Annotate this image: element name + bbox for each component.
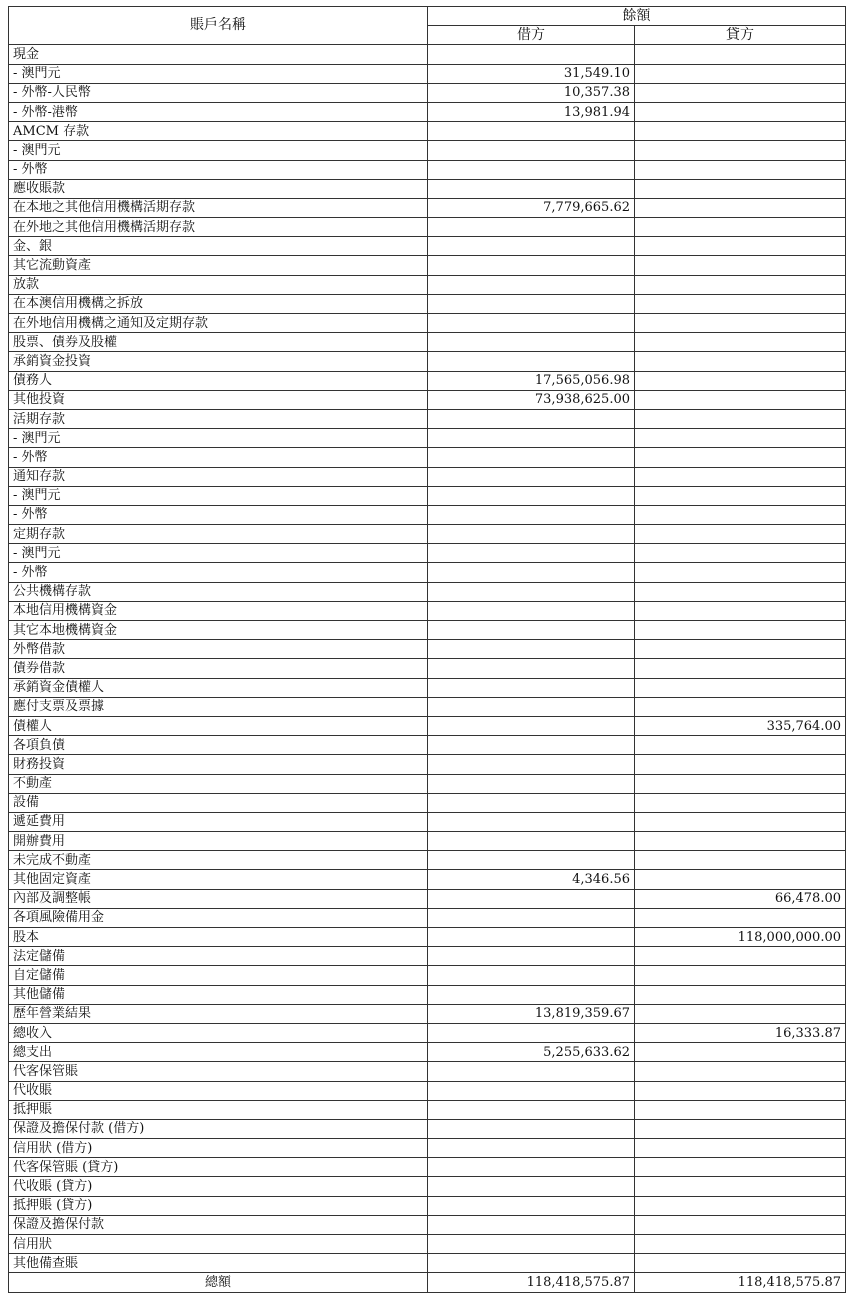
account-name-cell: - 外幣 [9, 563, 428, 582]
debit-cell [428, 1100, 635, 1119]
credit-cell [635, 678, 846, 697]
account-name-cell: 承銷資金債權人 [9, 678, 428, 697]
table-row [9, 314, 846, 333]
credit-cell [635, 486, 846, 505]
credit-cell [635, 237, 846, 256]
account-name-cell: - 外幣-人民幣 [9, 83, 428, 102]
credit-cell [635, 832, 846, 851]
table-row [9, 889, 846, 908]
table-row [9, 122, 846, 141]
table-row [9, 870, 846, 889]
account-name-cell: - 外幣-港幣 [9, 102, 428, 121]
account-name-cell: 承銷資金投資 [9, 352, 428, 371]
table-row [9, 198, 846, 217]
account-name-cell: 活期存款 [9, 409, 428, 428]
account-name-cell: - 澳門元 [9, 486, 428, 505]
table-row [9, 237, 846, 256]
debit-cell [428, 525, 635, 544]
credit-cell [635, 83, 846, 102]
table-row [9, 563, 846, 582]
account-name-cell: 定期存款 [9, 525, 428, 544]
table-row [9, 486, 846, 505]
debit-cell [428, 1062, 635, 1081]
table-row [9, 774, 846, 793]
debit-cell [428, 985, 635, 1004]
credit-cell [635, 947, 846, 966]
credit-header: 貸方 [635, 26, 846, 45]
account-name-cell: - 澳門元 [9, 141, 428, 160]
table-row [9, 179, 846, 198]
table-row [9, 928, 846, 947]
table-row [9, 294, 846, 313]
debit-cell [428, 352, 635, 371]
credit-cell [635, 525, 846, 544]
table-row [9, 640, 846, 659]
debit-cell [428, 141, 635, 160]
debit-cell [428, 333, 635, 352]
credit-cell [635, 563, 846, 582]
account-name-cell: 不動產 [9, 774, 428, 793]
debit-cell [428, 966, 635, 985]
account-name-cell: 未完成不動產 [9, 851, 428, 870]
account-name-cell: 代客保管賬 (貸方) [9, 1158, 428, 1177]
debit-cell: 7,779,665.62 [428, 198, 635, 217]
table-row [9, 947, 846, 966]
table-row [9, 1196, 846, 1215]
table-header [9, 7, 846, 45]
account-name-cell: 各項風險備用金 [9, 908, 428, 927]
account-name-cell: AMCM 存款 [9, 122, 428, 141]
credit-cell [635, 1254, 846, 1273]
table-body [9, 45, 846, 1273]
table-row [9, 1100, 846, 1119]
debit-cell [428, 832, 635, 851]
account-name-cell: - 澳門元 [9, 64, 428, 83]
debit-cell [428, 45, 635, 64]
account-name-cell: 抵押賬 [9, 1100, 428, 1119]
credit-cell [635, 774, 846, 793]
table-row [9, 218, 846, 237]
debit-cell [428, 409, 635, 428]
table-row [9, 1235, 846, 1254]
table-row [9, 429, 846, 448]
credit-cell: 118,000,000.00 [635, 928, 846, 947]
debit-cell: 5,255,633.62 [428, 1043, 635, 1062]
table-row [9, 736, 846, 755]
table-row [9, 1043, 846, 1062]
debit-cell [428, 659, 635, 678]
debit-cell [428, 582, 635, 601]
credit-cell [635, 793, 846, 812]
account-name-cell: 設備 [9, 793, 428, 812]
table-row [9, 985, 846, 1004]
credit-cell: 16,333.87 [635, 1023, 846, 1042]
account-name-cell: 開辦費用 [9, 832, 428, 851]
credit-cell [635, 697, 846, 716]
table-row [9, 467, 846, 486]
table-row [9, 256, 846, 275]
table-row [9, 793, 846, 812]
account-name-cell: 在本地之其他信用機構活期存款 [9, 198, 428, 217]
credit-cell [635, 1235, 846, 1254]
debit-cell [428, 678, 635, 697]
table-row [9, 333, 846, 352]
table-row [9, 621, 846, 640]
credit-cell [635, 582, 846, 601]
credit-cell [635, 1177, 846, 1196]
table-row [9, 659, 846, 678]
table-row [9, 1215, 846, 1234]
credit-cell [635, 160, 846, 179]
debit-cell [428, 505, 635, 524]
account-name-cell: 公共機構存款 [9, 582, 428, 601]
debit-cell [428, 294, 635, 313]
debit-cell [428, 1215, 635, 1234]
account-name-cell: 其它流動資產 [9, 256, 428, 275]
debit-cell [428, 716, 635, 735]
credit-cell [635, 275, 846, 294]
table-row [9, 582, 846, 601]
table-row [9, 716, 846, 735]
table-row [9, 1254, 846, 1273]
debit-cell: 13,819,359.67 [428, 1004, 635, 1023]
credit-cell [635, 1043, 846, 1062]
table-row [9, 851, 846, 870]
table-row [9, 601, 846, 620]
credit-cell [635, 429, 846, 448]
account-name-cell: 各項負債 [9, 736, 428, 755]
account-name-cell: 在外地之其他信用機構活期存款 [9, 218, 428, 237]
account-name-cell: - 外幣 [9, 160, 428, 179]
debit-cell: 17,565,056.98 [428, 371, 635, 390]
account-name-cell: 放款 [9, 275, 428, 294]
total-label: 總額 [9, 1273, 428, 1292]
credit-cell [635, 294, 846, 313]
credit-cell [635, 1081, 846, 1100]
account-name-cell: 本地信用機構資金 [9, 601, 428, 620]
debit-cell [428, 793, 635, 812]
debit-cell [428, 1196, 635, 1215]
account-name-cell: - 外幣 [9, 505, 428, 524]
account-name-cell: 其它本地機構資金 [9, 621, 428, 640]
debit-cell [428, 218, 635, 237]
debit-cell [428, 237, 635, 256]
debit-cell [428, 1139, 635, 1158]
debit-cell [428, 1081, 635, 1100]
credit-cell [635, 736, 846, 755]
credit-cell [635, 333, 846, 352]
account-name-cell: 在本澳信用機構之拆放 [9, 294, 428, 313]
table-row [9, 390, 846, 409]
account-name-header: 賬戶名稱 [9, 7, 428, 45]
table-row [9, 371, 846, 390]
debit-cell [428, 179, 635, 198]
table-row [9, 1119, 846, 1138]
account-name-cell: 債券借款 [9, 659, 428, 678]
debit-cell: 31,549.10 [428, 64, 635, 83]
credit-cell [635, 621, 846, 640]
account-name-cell: 應收賬款 [9, 179, 428, 198]
credit-cell [635, 218, 846, 237]
total-row [9, 1273, 846, 1292]
account-name-cell: 抵押賬 (貸方) [9, 1196, 428, 1215]
debit-cell [428, 314, 635, 333]
account-name-cell: 應付支票及票據 [9, 697, 428, 716]
debit-cell [428, 640, 635, 659]
account-name-cell: 自定儲備 [9, 966, 428, 985]
credit-cell [635, 1196, 846, 1215]
account-name-cell: 外幣借款 [9, 640, 428, 659]
debit-cell [428, 122, 635, 141]
account-name-cell: 其他固定資產 [9, 870, 428, 889]
credit-cell [635, 812, 846, 831]
credit-cell [635, 1139, 846, 1158]
account-name-cell: 債務人 [9, 371, 428, 390]
table-row [9, 83, 846, 102]
table-row [9, 45, 846, 64]
table-row [9, 544, 846, 563]
balance-header: 餘額 [428, 7, 846, 26]
debit-cell [428, 563, 635, 582]
account-name-cell: 保證及擔保付款 (借方) [9, 1119, 428, 1138]
debit-cell [428, 1254, 635, 1273]
table-row [9, 1023, 846, 1042]
debit-cell [428, 601, 635, 620]
credit-cell [635, 179, 846, 198]
account-name-cell: 保證及擔保付款 [9, 1215, 428, 1234]
credit-cell [635, 851, 846, 870]
credit-cell [635, 102, 846, 121]
account-name-cell: 現金 [9, 45, 428, 64]
account-name-cell: 財務投資 [9, 755, 428, 774]
credit-cell [635, 1119, 846, 1138]
credit-cell [635, 659, 846, 678]
debit-cell [428, 486, 635, 505]
table-row [9, 64, 846, 83]
account-name-cell: 代收賬 (貸方) [9, 1177, 428, 1196]
credit-cell [635, 640, 846, 659]
table-row [9, 755, 846, 774]
credit-cell [635, 256, 846, 275]
table-row [9, 1158, 846, 1177]
debit-cell [428, 1023, 635, 1042]
debit-cell [428, 947, 635, 966]
credit-cell [635, 409, 846, 428]
credit-cell [635, 448, 846, 467]
debit-cell: 73,938,625.00 [428, 390, 635, 409]
credit-cell [635, 1100, 846, 1119]
account-name-cell: - 澳門元 [9, 429, 428, 448]
account-name-cell: - 外幣 [9, 448, 428, 467]
credit-cell [635, 467, 846, 486]
debit-cell [428, 889, 635, 908]
table-row [9, 505, 846, 524]
account-name-cell: 信用狀 [9, 1235, 428, 1254]
account-name-cell: 代收賬 [9, 1081, 428, 1100]
debit-cell [428, 851, 635, 870]
credit-cell [635, 314, 846, 333]
credit-cell [635, 870, 846, 889]
credit-cell [635, 1004, 846, 1023]
debit-cell [428, 774, 635, 793]
table-row [9, 908, 846, 927]
trial-balance-table [8, 6, 846, 1293]
account-name-cell: 信用狀 (借方) [9, 1139, 428, 1158]
account-name-cell: 內部及調整帳 [9, 889, 428, 908]
debit-cell [428, 697, 635, 716]
credit-cell [635, 908, 846, 927]
credit-cell [635, 985, 846, 1004]
table-row [9, 1139, 846, 1158]
table-row [9, 678, 846, 697]
account-name-cell: - 澳門元 [9, 544, 428, 563]
credit-cell [635, 141, 846, 160]
account-name-cell: 債權人 [9, 716, 428, 735]
account-name-cell: 股票、債券及股權 [9, 333, 428, 352]
account-name-cell: 法定儲備 [9, 947, 428, 966]
account-name-cell: 總收入 [9, 1023, 428, 1042]
table-row [9, 1177, 846, 1196]
credit-cell [635, 45, 846, 64]
table-row [9, 1062, 846, 1081]
debit-cell [428, 160, 635, 179]
account-name-cell: 通知存款 [9, 467, 428, 486]
account-name-cell: 總支出 [9, 1043, 428, 1062]
debit-cell [428, 1119, 635, 1138]
credit-cell [635, 390, 846, 409]
debit-cell [428, 812, 635, 831]
credit-cell [635, 1158, 846, 1177]
table-row [9, 102, 846, 121]
account-name-cell: 遞延費用 [9, 812, 428, 831]
account-name-cell: 代客保管賬 [9, 1062, 428, 1081]
credit-cell [635, 64, 846, 83]
debit-cell [428, 928, 635, 947]
credit-cell: 66,478.00 [635, 889, 846, 908]
credit-cell [635, 1062, 846, 1081]
debit-cell [428, 429, 635, 448]
credit-cell [635, 755, 846, 774]
debit-cell [428, 544, 635, 563]
credit-cell [635, 601, 846, 620]
credit-cell [635, 544, 846, 563]
debit-cell [428, 1235, 635, 1254]
account-name-cell: 其他備查賬 [9, 1254, 428, 1273]
table-row [9, 448, 846, 467]
debit-cell [428, 467, 635, 486]
account-name-cell: 在外地信用機構之通知及定期存款 [9, 314, 428, 333]
account-name-cell: 歷年營業結果 [9, 1004, 428, 1023]
debit-cell [428, 908, 635, 927]
account-name-cell: 其他儲備 [9, 985, 428, 1004]
total-debit: 118,418,575.87 [428, 1273, 635, 1292]
table-row [9, 141, 846, 160]
debit-cell: 13,981.94 [428, 102, 635, 121]
debit-cell [428, 275, 635, 294]
table-row [9, 352, 846, 371]
table-row [9, 966, 846, 985]
debit-cell: 4,346.56 [428, 870, 635, 889]
table-row [9, 697, 846, 716]
account-name-cell: 股本 [9, 928, 428, 947]
table-row [9, 832, 846, 851]
table-row [9, 275, 846, 294]
credit-cell [635, 1215, 846, 1234]
credit-cell [635, 122, 846, 141]
credit-cell [635, 505, 846, 524]
table-row [9, 1081, 846, 1100]
table-row [9, 812, 846, 831]
debit-cell [428, 755, 635, 774]
table-row [9, 409, 846, 428]
table-row [9, 525, 846, 544]
debit-cell [428, 256, 635, 275]
credit-cell [635, 966, 846, 985]
credit-cell [635, 371, 846, 390]
debit-cell: 10,357.38 [428, 83, 635, 102]
total-credit: 118,418,575.87 [635, 1273, 846, 1292]
table-row [9, 1004, 846, 1023]
debit-cell [428, 736, 635, 755]
credit-cell: 335,764.00 [635, 716, 846, 735]
account-name-cell: 金、銀 [9, 237, 428, 256]
debit-cell [428, 1158, 635, 1177]
account-name-cell: 其他投資 [9, 390, 428, 409]
credit-cell [635, 352, 846, 371]
debit-cell [428, 1177, 635, 1196]
debit-cell [428, 621, 635, 640]
credit-cell [635, 198, 846, 217]
debit-cell [428, 448, 635, 467]
debit-header: 借方 [428, 26, 635, 45]
table-row [9, 160, 846, 179]
